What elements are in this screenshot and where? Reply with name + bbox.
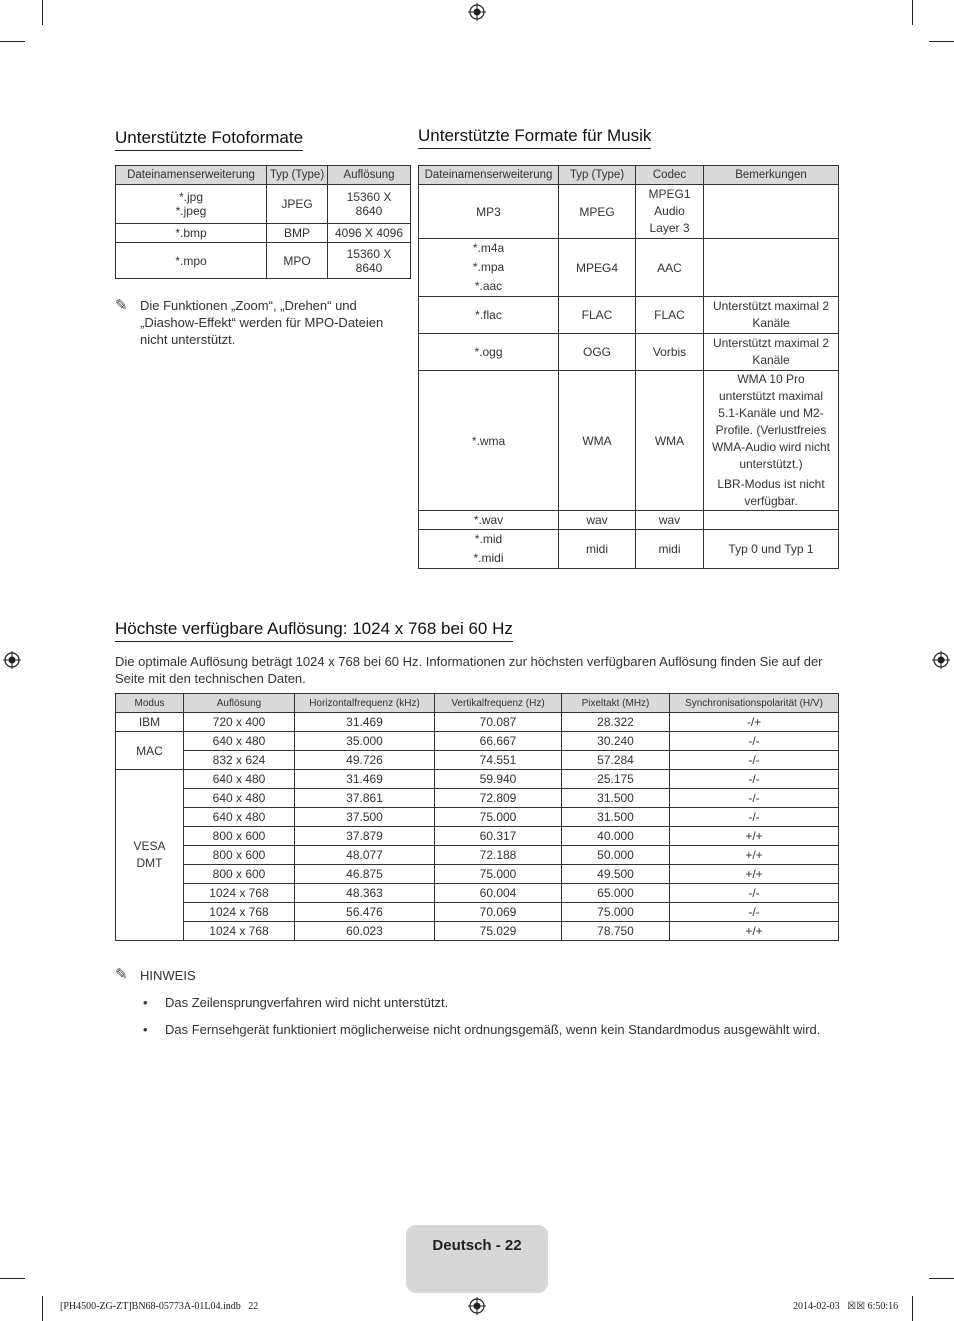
table-row: MAC 640 x 480 35.000 66.667 30.240 -/- bbox=[116, 732, 839, 751]
table-row: 800 x 600 46.875 75.000 49.500 +/+ bbox=[116, 865, 839, 884]
hinweis-item: Das Fernsehgerät funktioniert möglicherweise nicht ordnungsgemäß, wenn kein Standardmodus ausgewählt wird. bbox=[165, 1022, 821, 1037]
music-header-codec: Codec bbox=[636, 166, 704, 185]
table-row: 800 x 600 48.077 72.188 50.000 +/+ bbox=[116, 846, 839, 865]
photo-header-type: Typ (Type) bbox=[267, 166, 328, 185]
photo-formats-heading: Unterstützte Fotoformate bbox=[115, 128, 303, 151]
music-formats-table bbox=[418, 165, 839, 569]
photo-header-ext: Dateinamenserweiterung bbox=[116, 166, 267, 185]
table-row: 640 x 480 37.861 72.809 31.500 -/- bbox=[116, 789, 839, 808]
table-row: *.mpo MPO 15360 X 8640 bbox=[116, 243, 411, 279]
table-row: *.wav wav wav bbox=[419, 511, 839, 530]
bullet-icon: • bbox=[143, 995, 148, 1010]
music-header-notes: Bemerkungen bbox=[704, 166, 839, 185]
table-row: MP3 MPEG MPEG1 Audio Layer 3 bbox=[419, 185, 839, 239]
bullet-icon: • bbox=[143, 1022, 148, 1037]
registration-mark-icon bbox=[468, 3, 486, 21]
table-row: *.mid *.midi midi midi Typ 0 und Typ 1 bbox=[419, 530, 839, 569]
table-row: 1024 x 768 48.363 60.004 65.000 -/- bbox=[116, 884, 839, 903]
table-row: 1024 x 768 56.476 70.069 75.000 -/- bbox=[116, 903, 839, 922]
music-header-ext: Dateinamenserweiterung bbox=[419, 166, 559, 185]
music-formats-heading: Unterstützte Formate für Musik bbox=[418, 126, 651, 149]
photo-header-res: Auflösung bbox=[328, 166, 411, 185]
hinweis-item: Das Zeilensprungverfahren wird nicht unterstützt. bbox=[165, 995, 449, 1010]
hinweis-label: HINWEIS bbox=[140, 968, 196, 983]
registration-mark-icon bbox=[468, 1297, 486, 1315]
music-header-type: Typ (Type) bbox=[559, 166, 636, 185]
photo-note: Die Funktionen „Zoom“, „Drehen“ und „Diashow-Effekt“ werden für MPO-Dateien nicht unterstützt. bbox=[140, 298, 384, 347]
page-number: Deutsch - 22 bbox=[432, 1237, 522, 1254]
photo-formats-table bbox=[115, 165, 411, 279]
table-row: *.bmp BMP 4096 X 4096 bbox=[116, 224, 411, 243]
table-row: *.m4a *.mpa *.aac MPEG4 AAC bbox=[419, 239, 839, 297]
page-number-tab bbox=[406, 1225, 548, 1293]
footer-timestamp: 2014-02-03 ☒☒ 6:50:16 bbox=[793, 1301, 899, 1312]
resolution-intro: Die optimale Auflösung beträgt 1024 x 768 bei 60 Hz. Informationen zur höchsten verfügbaren Auflösung finden Sie auf der Seite mit den technischen Daten. bbox=[115, 654, 823, 686]
table-row: IBM 720 x 400 31.469 70.087 28.322 -/+ bbox=[116, 713, 839, 732]
table-row: *.wma WMA WMA WMA 10 Pro unterstützt maximal 5.1-Kanäle und M2- Profile. (Verlustfreies WMA-Audio wird nicht unterstützt.) LBR-Modus ist nicht verfügbar. bbox=[419, 371, 839, 511]
resolution-heading: Höchste verfügbare Auflösung: 1024 x 768 bei 60 Hz bbox=[115, 619, 513, 642]
note-pencil-icon: ✎ bbox=[115, 297, 128, 314]
table-row: 800 x 600 37.879 60.317 40.000 +/+ bbox=[116, 827, 839, 846]
registration-mark-icon bbox=[3, 651, 21, 669]
note-pencil-icon: ✎ bbox=[115, 966, 128, 983]
registration-mark-icon bbox=[932, 651, 950, 669]
table-row: *.ogg OGG Vorbis Unterstützt maximal 2 Kanäle bbox=[419, 334, 839, 371]
table-row: VESA DMT 640 x 480 31.469 59.940 25.175 -/- bbox=[116, 770, 839, 789]
table-row: *.jpg *.jpeg JPEG 15360 X 8640 bbox=[116, 185, 411, 224]
table-row: 832 x 624 49.726 74.551 57.284 -/- bbox=[116, 751, 839, 770]
footer-file-info: [PH4500-ZG-ZT]BN68-05773A-01L04.indb 22 bbox=[60, 1301, 259, 1312]
table-row: *.flac FLAC FLAC Unterstützt maximal 2 Kanäle bbox=[419, 297, 839, 334]
table-row: 1024 x 768 60.023 75.029 78.750 +/+ bbox=[116, 922, 839, 941]
resolution-table: Modus Auflösung Horizontalfrequenz (kHz) Vertikalfrequenz (Hz) Pixeltakt (MHz) Synchronisationspolarität (H/V) IBM 720 x 400 31.469 70.087 28.322 -/+ MAC 640 x 480 35.000 66.667 30.240 -/- 832 x 624 49.726 74.551 57.284 -/- VESA DMT 640 x 480 31.469 59.940 25.175 -/- 640 x 480 37.861 72.809 31.500 -/- 640 x 480 37.500 75.000 31.500 -/- 800 x 600 37.879 60.317 40.000 +/+ 800 x 600 48.077 72.188 50.000 +/+ 800 x 600 46.875 75.000 49.500 +/+ 1024 x 768 48.363 60.004 65.000 -/- 1024 x 768 56.476 70.069 75.000 -/- 1024 x 768 60.023 75.029 78.750 +/+ bbox=[115, 693, 839, 941]
table-row: 640 x 480 37.500 75.000 31.500 -/- bbox=[116, 808, 839, 827]
